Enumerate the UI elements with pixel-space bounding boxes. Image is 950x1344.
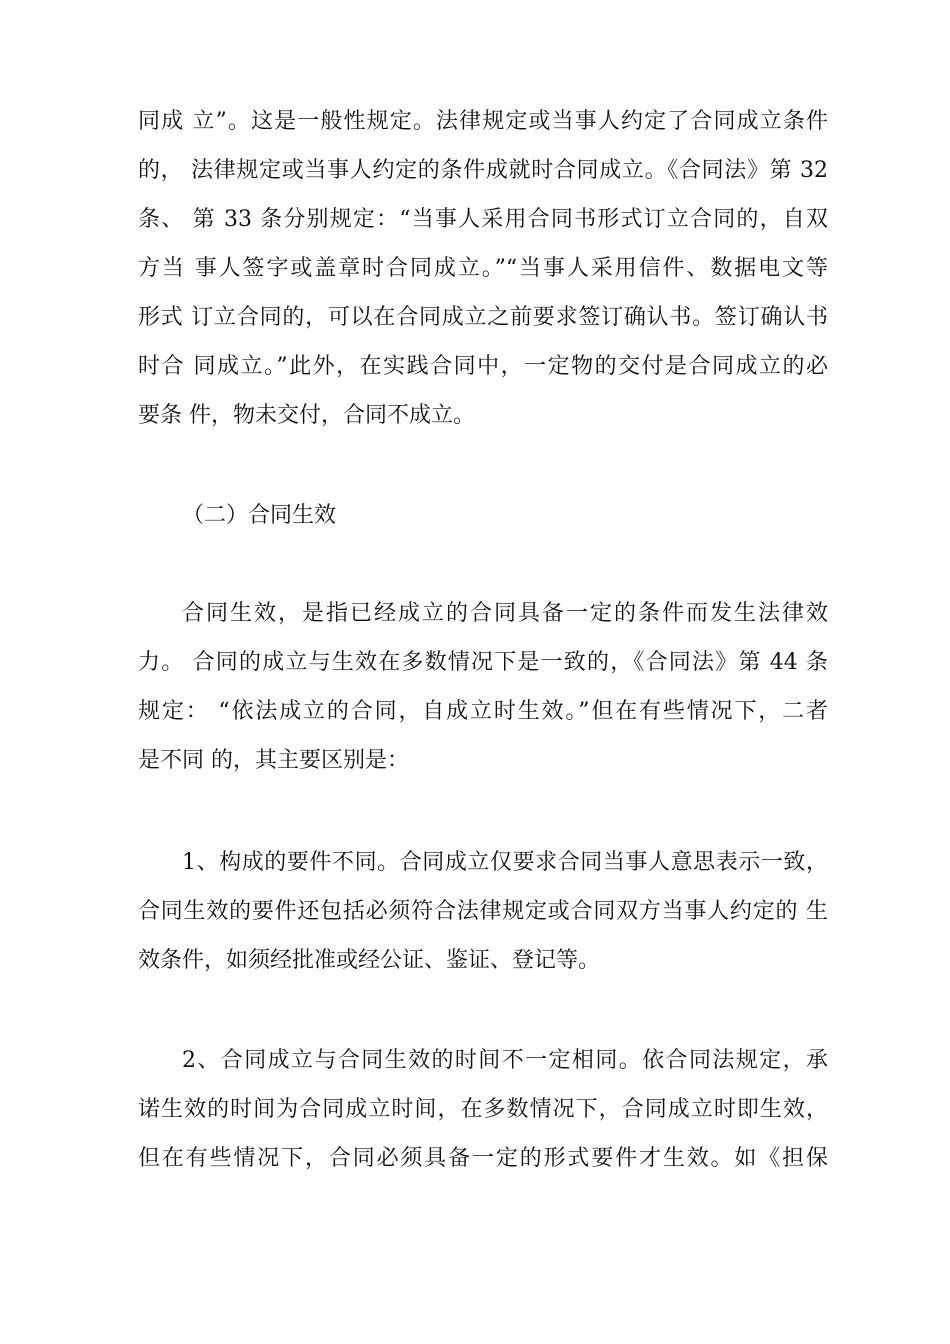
paragraph-1-line-2: 的， 法律规定或当事人约定的条件成就时合同成立。《合同法》第 32: [138, 158, 828, 183]
paragraph-3-line-2: 合同生效的要件还包括必须符合法律规定或合同双方当事人约定的 生: [138, 899, 828, 924]
paragraph-1-line-7: 要条 件，物未交付，合同不成立。: [138, 403, 475, 428]
paragraph-1-line-5: 形式 订立合同的，可以在合同成立之前要求签订确认书。签订确认书: [138, 305, 828, 330]
paragraph-2-line-4: 是不同 的，其主要区别是：: [138, 748, 409, 773]
paragraph-1-line-6: 时合 同成立。”此外，在实践合同中，一定物的交付是合同成立的必: [138, 354, 828, 379]
paragraph-2-line-3: 规定： “依法成立的合同，自成立时生效。”但在有些情况下，二者: [138, 699, 828, 724]
paragraph-1-line-4: 方当 事人签字或盖章时合同成立。”“当事人采用信件、数据电文等: [138, 256, 828, 281]
paragraph-4-line-2: 诺生效的时间为合同成立时间，在多数情况下，合同成立时即生效，: [138, 1097, 828, 1122]
paragraph-4-line-3: 但在有些情况下，合同必须具备一定的形式要件才生效。如《担保: [138, 1146, 828, 1171]
paragraph-2-line-2: 力。 合同的成立与生效在多数情况下是一致的，《合同法》第 44 条: [138, 650, 828, 675]
paragraph-4-line-1: 2、合同成立与合同生效的时间不一定相同。依合同法规定，承: [182, 1048, 828, 1073]
section-heading: （二）合同生效: [182, 503, 337, 528]
paragraph-1-line-3: 条、 第 33 条分别规定：“当事人采用合同书形式订立合同的，自双: [138, 207, 828, 232]
paragraph-3-line-3: 效条件，如须经批准或经公证、鉴证、登记等。: [138, 948, 601, 973]
paragraph-3-line-1: 1、构成的要件不同。合同成立仅要求合同当事人意思表示一致，: [182, 850, 828, 875]
paragraph-2-line-1: 合同生效，是指已经成立的合同具备一定的条件而发生法律效: [182, 601, 828, 626]
paragraph-1-line-1: 同成 立”。这是一般性规定。法律规定或当事人约定了合同成立条件: [138, 109, 828, 134]
